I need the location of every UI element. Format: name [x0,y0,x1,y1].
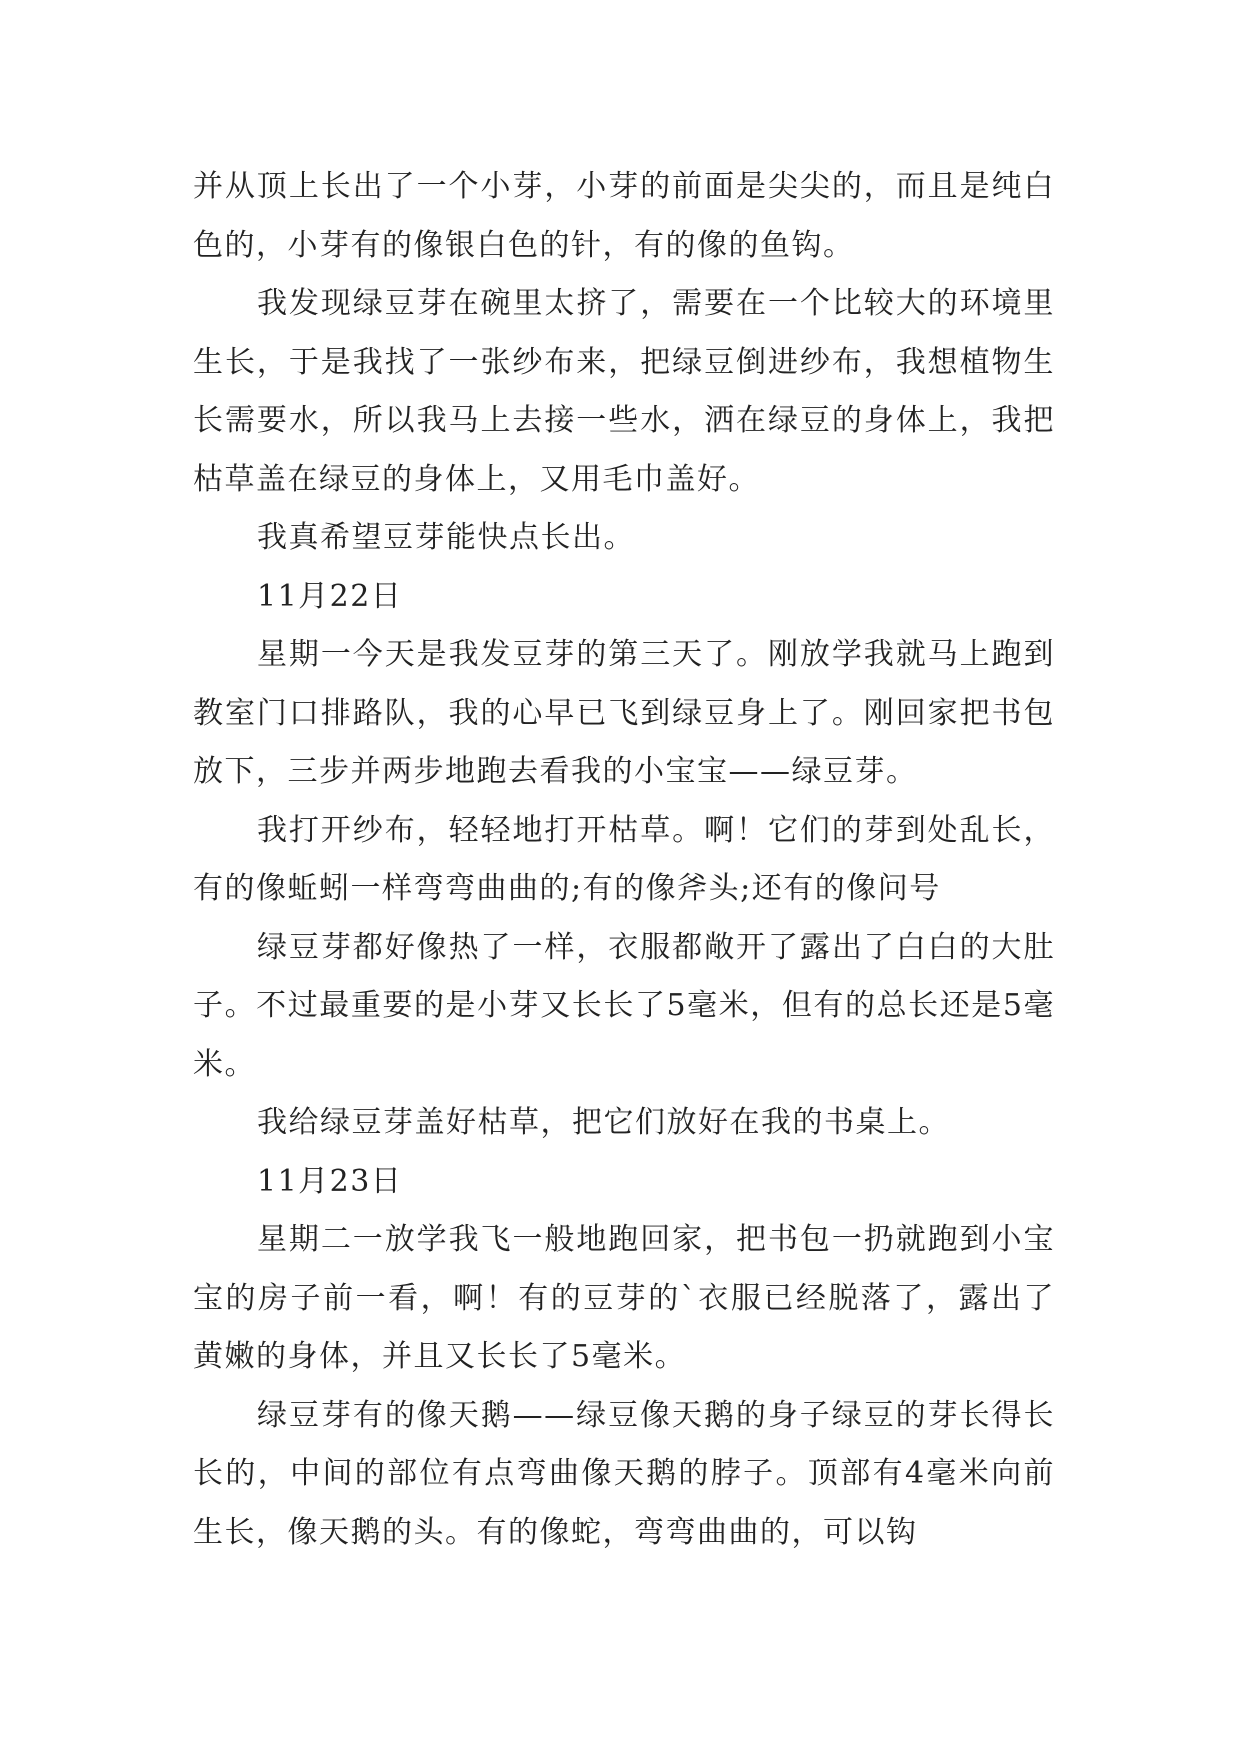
paragraph-6: 我打开纱布，轻轻地打开枯草。啊！它们的芽到处乱长，有的像蚯蚓一样弯弯曲曲的;有的像斧头;还有的像问号 [193,812,1055,906]
paragraph-5: 星期一今天是我发豆芽的第三天了。刚放学我就马上跑到教室门口排路队，我的心早已飞到绿豆身上了。刚回家把书包放下，三步并两步地跑去看我的小宝宝——绿豆芽。 [193,637,1055,789]
date-heading-nov-23: 11月23日 [257,1163,403,1199]
paragraph-8: 我给绿豆芽盖好枯草，把它们放好在我的书桌上。 [257,1105,950,1140]
paragraph-7: 绿豆芽都好像热了一样，衣服都敞开了露出了白白的大肚子。不过最重要的是小芽又长长了5毫米，但有的总长还是5毫米。 [193,929,1055,1082]
paragraph-11: 绿豆芽有的像天鹅——绿豆像天鹅的身子绿豆的芽长得长长的，中间的部位有点弯曲像天鹅的脖子。顶部有4毫米向前生长，像天鹅的头。有的像蛇，弯弯曲曲的，可以钩 [193,1397,1055,1550]
paragraph-1: 并从顶上长出了一个小芽，小芽的前面是尖尖的，而且是纯白色的，小芽有的像银白色的针，有的像的鱼钩。 [193,169,1055,263]
paragraph-3: 我真希望豆芽能快点长出。 [257,520,635,555]
date-heading-nov-22: 11月22日 [257,578,403,614]
document-body [193,158,1055,1562]
paragraph-10: 星期二一放学我飞一般地跑回家，把书包一扔就跑到小宝宝的房子前一看，啊！有的豆芽的`衣服已经脱落了，露出了黄嫩的身体，并且又长长了5毫米。 [193,1222,1055,1374]
paragraph-2: 我发现绿豆芽在碗里太挤了，需要在一个比较大的环境里生长，于是我找了一张纱布来，把绿豆倒进纱布，我想植物生长需要水，所以我马上去接一些水，洒在绿豆的身体上，我把枯草盖在绿豆的身体上，又用毛巾盖好。 [193,286,1055,497]
